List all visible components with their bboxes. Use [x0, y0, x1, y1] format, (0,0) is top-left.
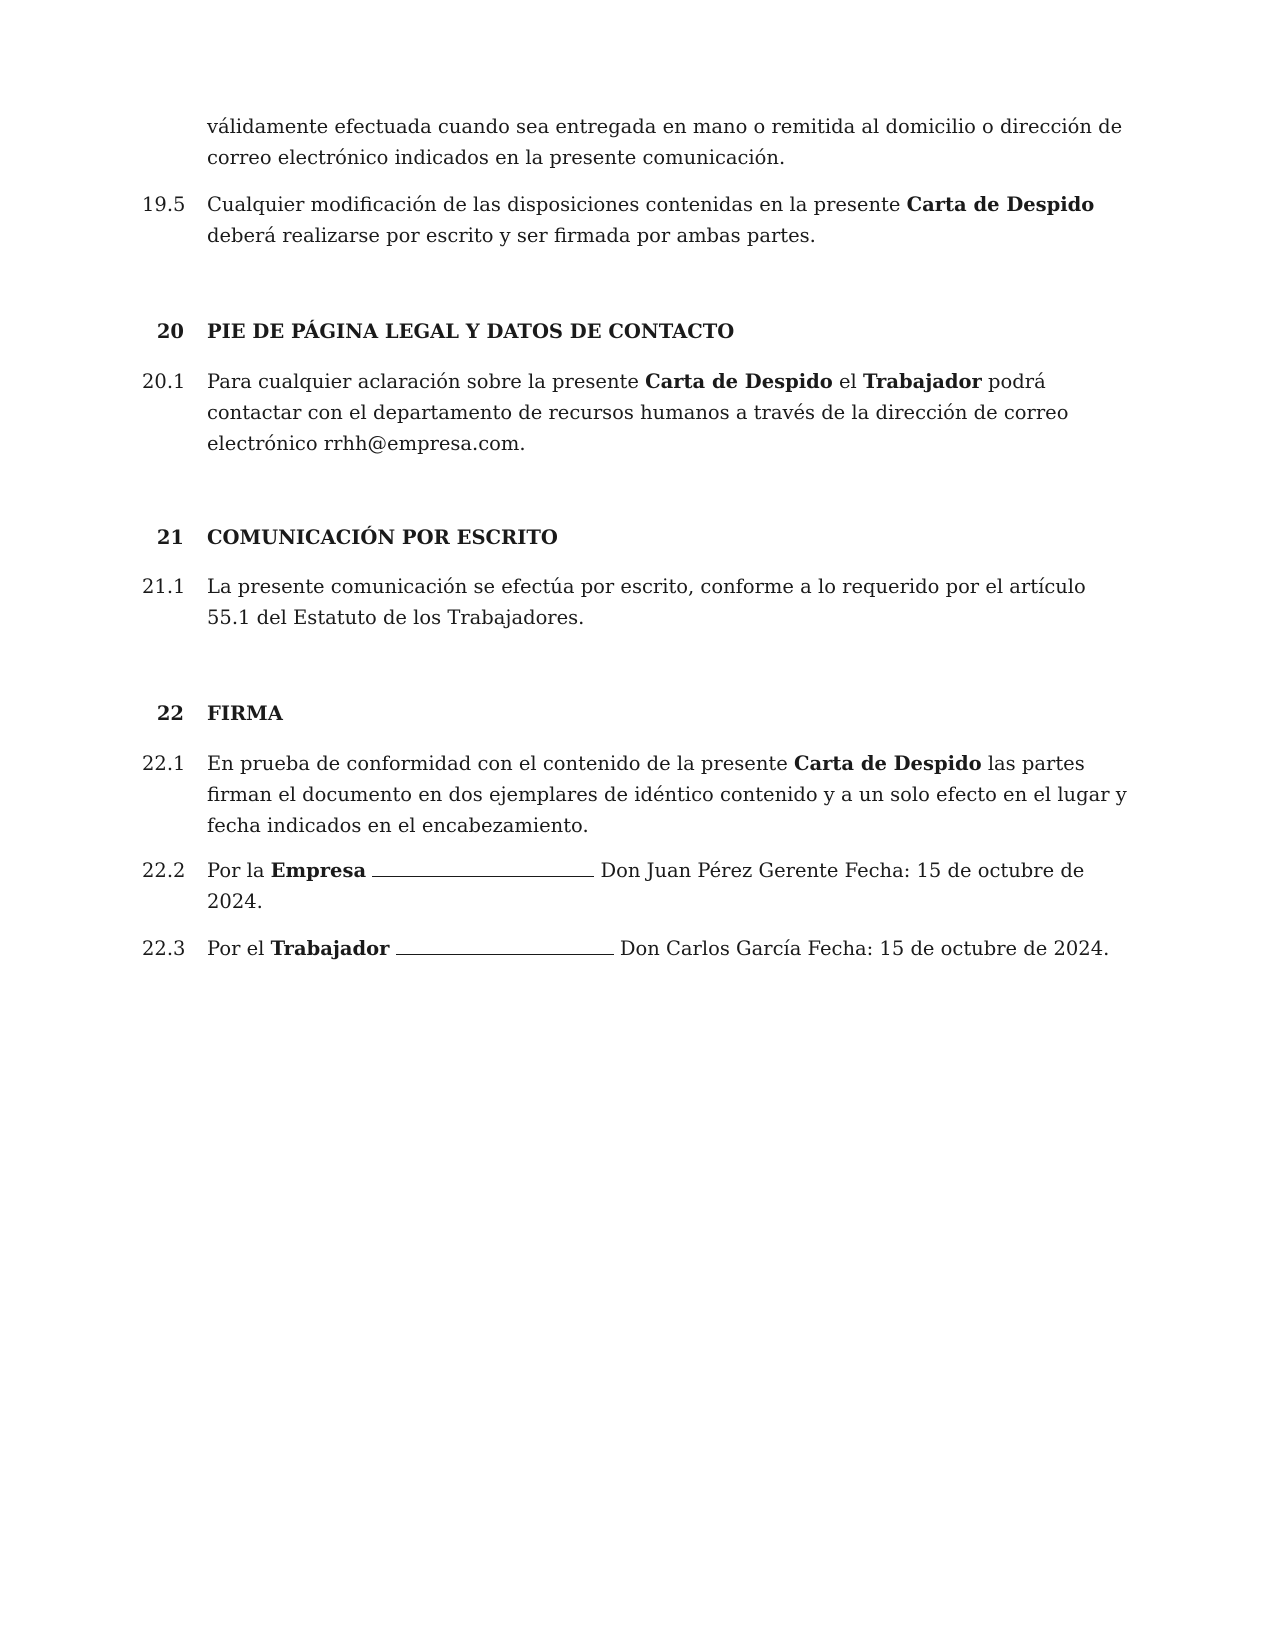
defined-term: Trabajador: [270, 937, 390, 960]
section-number: 21: [156, 526, 184, 549]
clause-text: La presente comunicación se efectúa por escrito, conforme a lo requerido por el artículo 55.1 del Estatuto de los Trabajadores.: [207, 575, 1086, 629]
clause-number: 21.1: [142, 575, 186, 598]
clause-text: Cualquier modificación de las disposiciones contenidas en la presente Carta de Despido deberá realizarse por escrito y ser firmada por ambas partes.: [207, 193, 1095, 247]
defined-term: Empresa: [270, 859, 367, 882]
clause-22-2: [142, 855, 1132, 917]
clause-19-5: [142, 189, 1132, 251]
clause-number: 20.1: [142, 370, 186, 393]
clause-text: Para cualquier aclaración sobre la presente Carta de Despido el Trabajador podrá contactar con el departamento de recursos humanos a través de la dirección de correo electrónico rrhh@empresa.com.: [207, 370, 1069, 455]
defined-term: Carta de Despido: [645, 370, 833, 393]
clause-22-3: [142, 933, 1132, 964]
clause-number: 22.2: [142, 859, 186, 882]
section-number: 22: [156, 702, 184, 725]
section-heading-20: [142, 316, 1132, 347]
clause-20-1: [142, 366, 1132, 459]
defined-term: Carta de Despido: [793, 752, 982, 775]
clause-text: válidamente efectuada cuando sea entregada en mano o remitida al domicilio o dirección de correo electrónico indicados en la presente comunicación.: [207, 115, 1123, 169]
clause-22-1: [142, 748, 1132, 841]
signature-line: [396, 934, 614, 955]
section-number: 20: [156, 320, 184, 343]
clause-number: 19.5: [142, 193, 186, 216]
clause-text: En prueba de conformidad con el contenido de la presente Carta de Despido las partes firman el documento en dos ejemplares de idéntico contenido y a un solo efecto en el lugar y fecha indicados en el encabezamiento.: [207, 752, 1127, 837]
clause-text: Por el Trabajador Don Carlos García Fecha: 15 de octubre de 2024.: [207, 933, 1132, 964]
clause-text: Por la Empresa Don Juan Pérez Gerente Fecha: 15 de octubre de 2024.: [207, 855, 1132, 917]
clause-number: 22.1: [142, 752, 186, 775]
section-title: PIE DE PÁGINA LEGAL Y DATOS DE CONTACTO: [207, 320, 735, 343]
section-title: COMUNICACIÓN POR ESCRITO: [207, 526, 558, 549]
clause-21-1: [142, 571, 1132, 633]
clause-number: 22.3: [142, 937, 186, 960]
defined-term: Trabajador: [862, 370, 982, 393]
signature-line: [372, 856, 594, 877]
clause-19-4-continuation: [142, 111, 1132, 173]
section-title: FIRMA: [207, 702, 283, 725]
section-heading-21: [142, 522, 1132, 553]
section-heading-22: [142, 698, 1132, 729]
defined-term: Carta de Despido: [906, 193, 1095, 216]
